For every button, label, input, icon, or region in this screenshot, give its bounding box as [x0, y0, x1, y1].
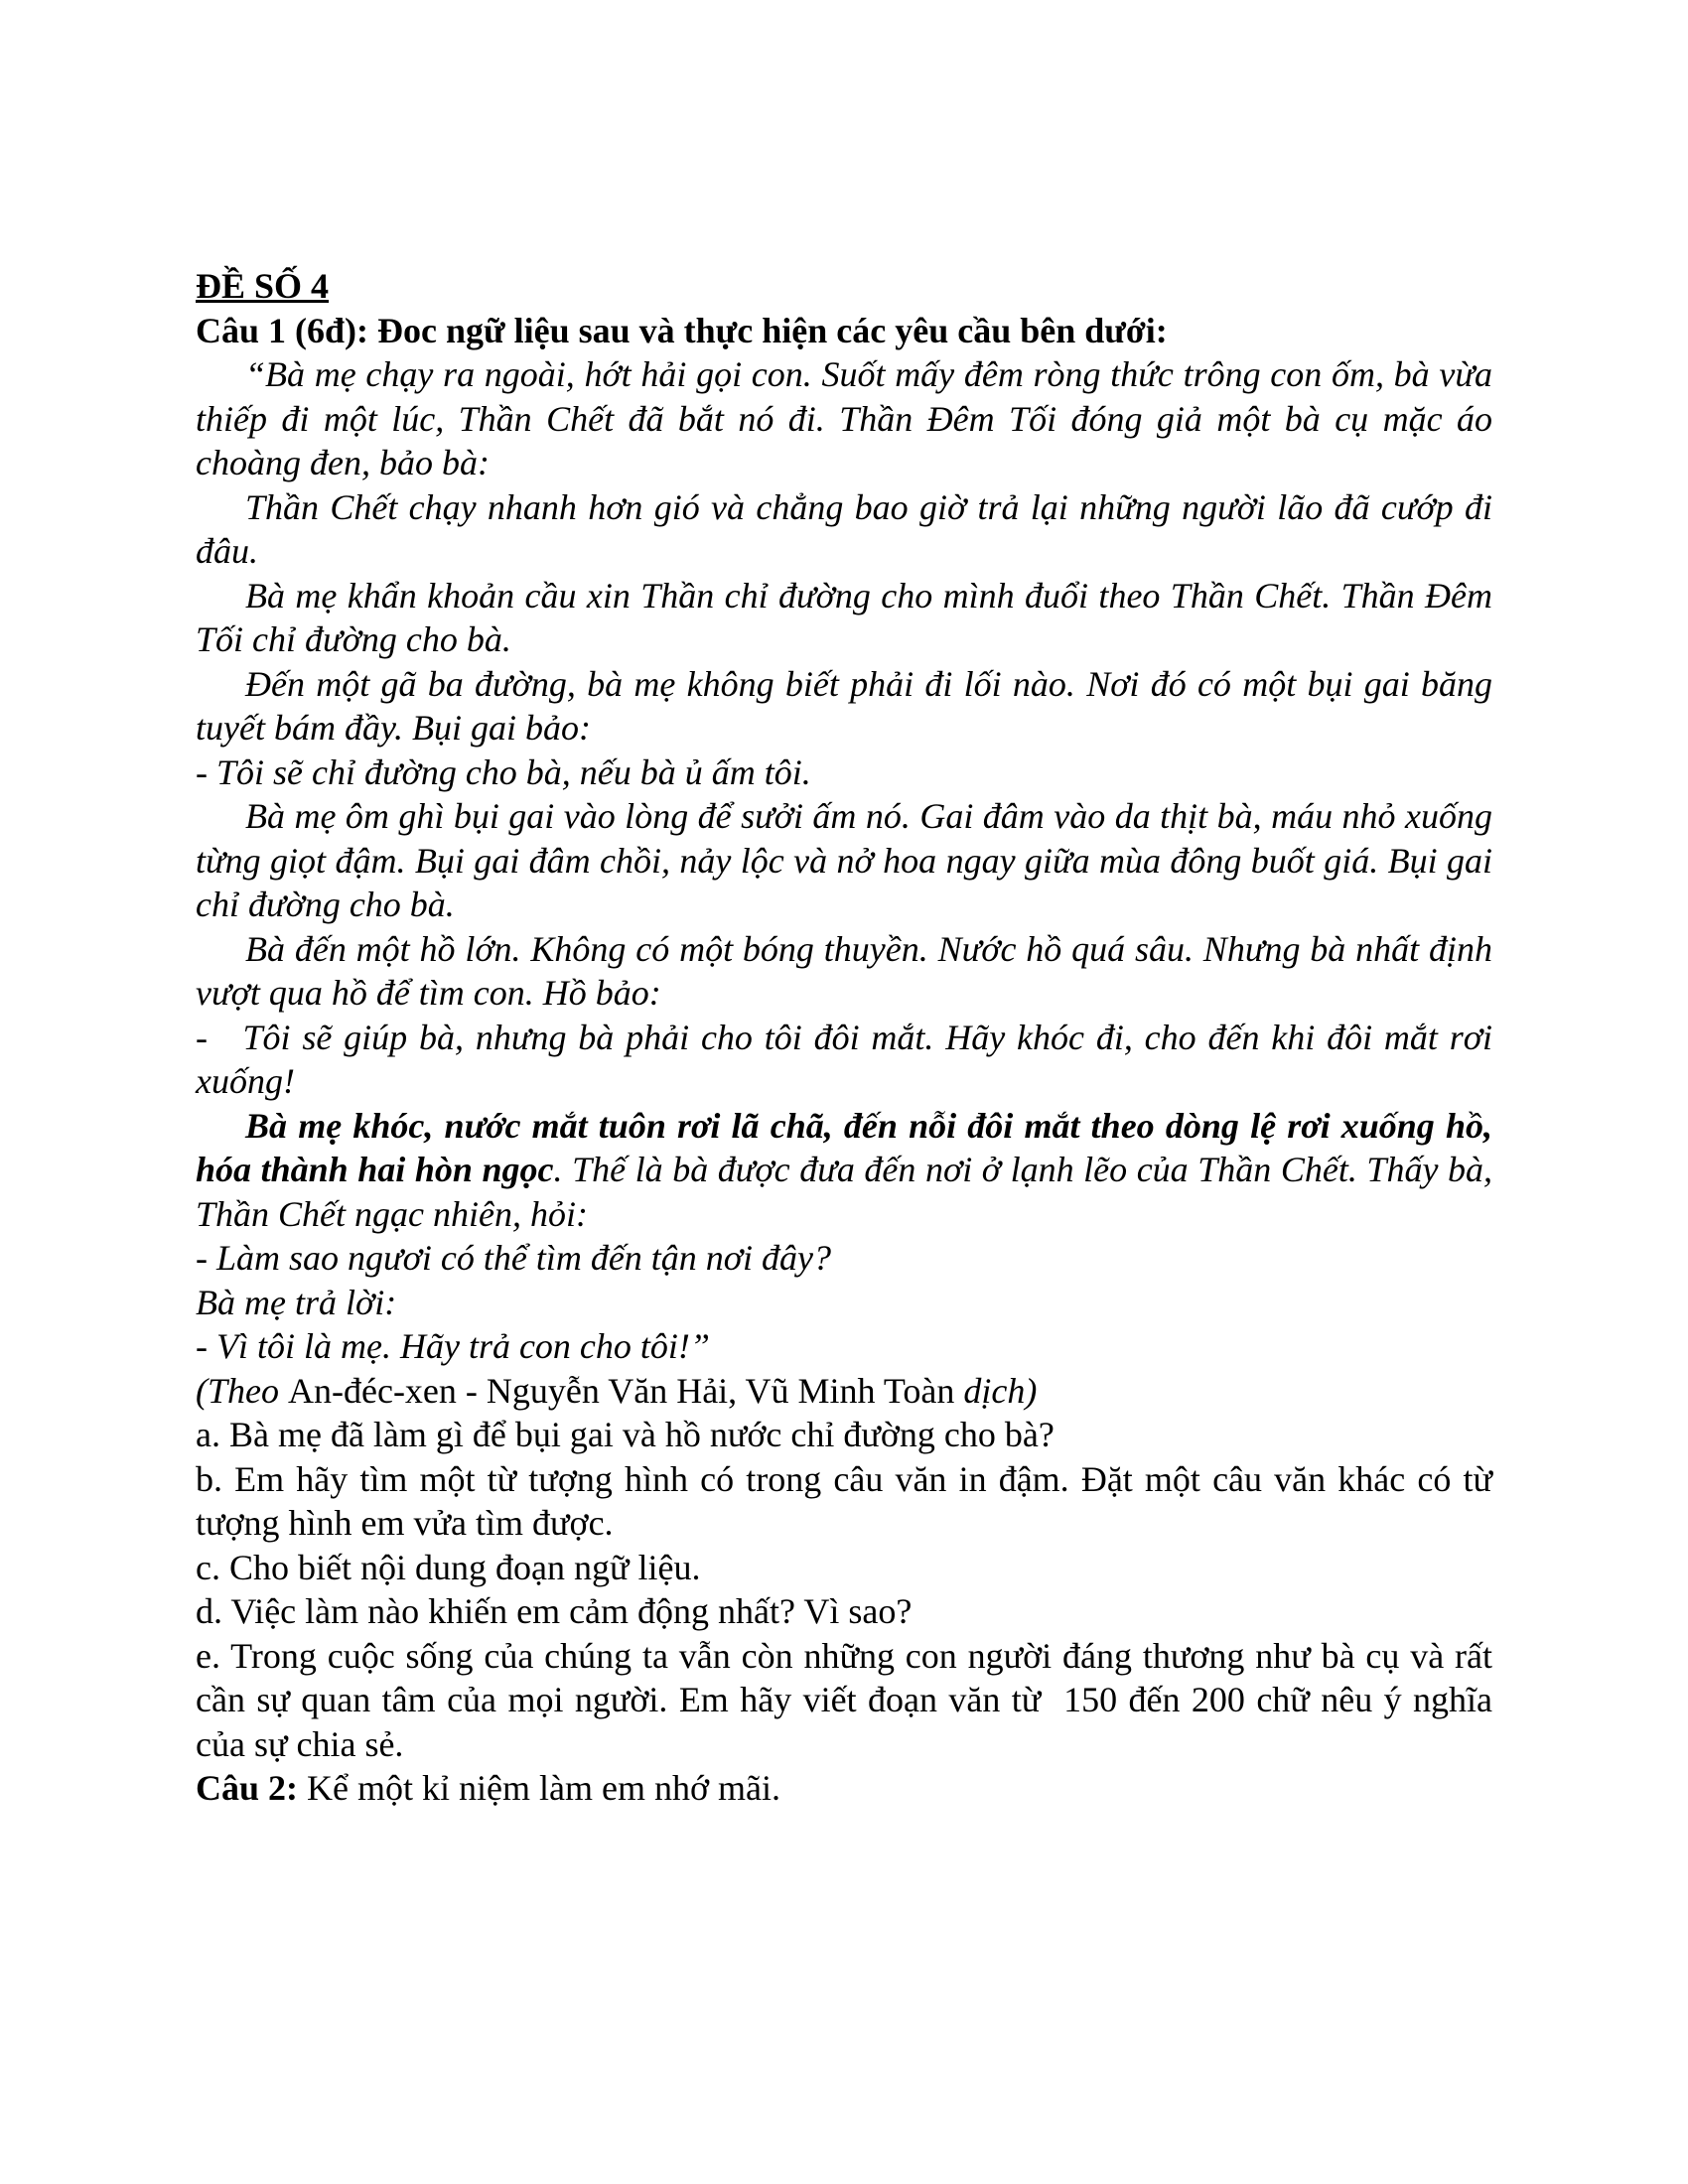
- passage-dialogue-4: - Vì tôi là mẹ. Hãy trả con cho tôi!”: [196, 1326, 710, 1366]
- passage-paragraph-5: Bà mẹ ôm ghì bụi gai vào lòng để sưởi ấm nó. Gai đâm vào da thịt bà, máu nhỏ xuống từng giọt đậm. Bụi gai đâm chồi, nảy lộc và nở hoa ngay giữa mùa đông buốt giá. Bụi gai chỉ đường cho bà.: [196, 796, 1492, 924]
- question-item-c: c. Cho biết nội dung đoạn ngữ liệu.: [196, 1547, 701, 1587]
- passage-paragraph-1: “Bà mẹ chạy ra ngoài, hớt hải gọi con. Suốt mấy đêm ròng thức trông con ốm, bà vừa thiếp đi một lúc, Thần Chết đã bắt nó đi. Thần Đêm Tối đóng giả một bà cụ mặc áo choàng đen, bảo bà:: [196, 354, 1492, 482]
- passage-paragraph-2: Thần Chết chạy nhanh hơn gió và chẳng bao giờ trả lại những người lão đã cướp đi đâu.: [196, 486, 1492, 571]
- exam-document: [196, 264, 1492, 1811]
- question-item-b: b. Em hãy tìm một từ tượng hình có trong câu văn in đậm. Đặt một câu văn khác có từ tượng hình em vửa tìm được.: [196, 1458, 1492, 1543]
- question-2-label: Câu 2:: [196, 1768, 299, 1808]
- question-item-a: a. Bà mẹ đã làm gì để bụi gai và hồ nước chỉ đường cho bà?: [196, 1415, 1055, 1454]
- attribution-line: [196, 1369, 1492, 1414]
- passage-paragraph-7: [196, 1104, 1492, 1237]
- passage-dialogue-2: - Tôi sẽ giúp bà, nhưng bà phải cho tôi đôi mắt. Hãy khóc đi, cho đến khi đôi mắt rơi xuống!: [196, 1017, 1492, 1101]
- attribution-open: (Theo: [196, 1370, 288, 1411]
- passage-narration: Bà mẹ trả lời:: [196, 1282, 397, 1322]
- attribution-close: dịch): [963, 1370, 1038, 1411]
- passage-paragraph-4: Đến một gã ba đường, bà mẹ không biết phải đi lối nào. Nơi đó có một bụi gai băng tuyết bám đầy. Bụi gai bảo:: [196, 663, 1492, 748]
- passage-paragraph-7-rest: . Thế là bà được đưa đến nơi ở lạnh lẽo của Thần Chết. Thấy bà, Thần Chết ngạc nhiên, hỏi:: [196, 1150, 1493, 1234]
- passage-dialogue-3: - Làm sao ngươi có thể tìm đến tận nơi đây?: [196, 1238, 832, 1278]
- passage-paragraph-3: Bà mẹ khẩn khoản cầu xin Thần chỉ đường cho mình đuổi theo Thần Chết. Thần Đêm Tối chỉ đường cho bà.: [196, 575, 1492, 659]
- exam-title-text: ĐỀ SỐ 4: [196, 266, 330, 306]
- exam-title: [196, 264, 1492, 309]
- passage-dialogue-1: - Tôi sẽ chỉ đường cho bà, nếu bà ủ ấm tôi.: [196, 751, 811, 792]
- question-1-heading: Câu 1 (6đ): Đoc ngữ liệu sau và thực hiện các yêu cầu bên dưới:: [196, 310, 1168, 350]
- question-2-text: Kể một kỉ niệm làm em nhớ mãi.: [298, 1768, 780, 1808]
- passage-paragraph-6: Bà đến một hồ lớn. Không có một bóng thuyền. Nước hồ quá sâu. Nhưng bà nhất định vượt qua hồ để tìm con. Hồ bảo:: [196, 928, 1492, 1013]
- question-item-e: e. Trong cuộc sống của chúng ta vẫn còn những con người đáng thương như bà cụ và rất cần sự quan tâm của mọi người. Em hãy viết đoạn văn từ 150 đến 200 chữ nêu ý nghĩa của sự chia sẻ.: [196, 1635, 1492, 1764]
- question-2: [196, 1766, 1492, 1811]
- passage-bold-segment: Bà mẹ khóc, nước mắt tuôn rơi lã chã, đến nỗi đôi mắt theo dòng lệ rơi xuống hồ, hóa thành hai hòn ngọc: [196, 1105, 1492, 1189]
- attribution-names: An-đéc-xen - Nguyễn Văn Hải, Vũ Minh Toàn: [288, 1370, 964, 1411]
- question-item-d: d. Việc làm nào khiến em cảm động nhất? Vì sao?: [196, 1591, 913, 1631]
